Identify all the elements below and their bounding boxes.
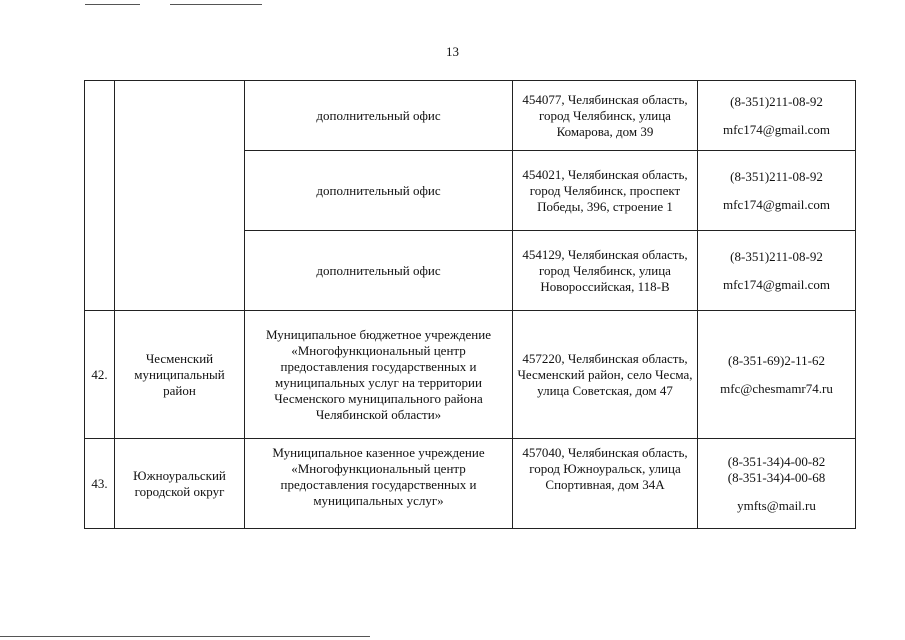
contacts-cell (698, 439, 856, 529)
contacts-cell (698, 81, 856, 151)
mfc-table (84, 80, 856, 529)
institution-cell: Муниципальное казенное учреждение «Многофункциональный центр предоставления государственных и муниципальных услуг» (245, 439, 513, 529)
area-cell: Чесменский муниципальный район (115, 311, 245, 439)
table-row (85, 311, 856, 439)
row-number-cell: 43. (85, 439, 115, 529)
address-cell: 454129, Челябинская область, город Челябинск, улица Новороссийская, 118-В (513, 231, 698, 311)
area-cell: Южноуральский городской округ (115, 439, 245, 529)
email-text: mfc@chesmamr74.ru (720, 380, 833, 396)
row-number-cell: 42. (85, 311, 115, 439)
table-row (85, 81, 856, 151)
institution-cell: дополнительный офис (245, 151, 513, 231)
institution-cell: дополнительный офис (245, 231, 513, 311)
phone-text: (8-351)211-08-92 (730, 168, 823, 184)
table-row (85, 439, 856, 529)
institution-cell: Муниципальное бюджетное учреждение «Многофункциональный центр предоставления государственных и муниципальных услуг на территории Чесменского муниципального района Челябинской области» (245, 311, 513, 439)
phone-text: (8-351-34)4-00-82 (727, 453, 826, 469)
address-cell: 454021, Челябинская область, город Челябинск, проспект Победы, 396, строение 1 (513, 151, 698, 231)
email-text: mfc174@gmail.com (723, 196, 830, 212)
scan-artifact-bottom (0, 636, 370, 637)
phone-text: (8-351)211-08-92 (730, 93, 823, 109)
page-number: 13 (446, 44, 459, 59)
institution-cell: дополнительный офис (245, 81, 513, 151)
phone-text: (8-351)211-08-92 (730, 248, 823, 264)
area-cell (115, 81, 245, 311)
contacts-cell (698, 231, 856, 311)
address-cell: 457040, Челябинская область, город Южноуральск, улица Спортивная, дом 34А (513, 439, 698, 529)
address-cell: 457220, Челябинская область, Чесменский район, село Чесма, улица Советская, дом 47 (513, 311, 698, 439)
contacts-cell (698, 311, 856, 439)
email-text: ymfts@mail.ru (737, 497, 816, 513)
row-number-cell (85, 81, 115, 311)
contacts-cell (698, 151, 856, 231)
address-cell: 454077, Челябинская область, город Челябинск, улица Комарова, дом 39 (513, 81, 698, 151)
email-text: mfc174@gmail.com (723, 276, 830, 292)
scan-artifact-top-left (85, 4, 140, 5)
phone-secondary-text: (8-351-34)4-00-68 (727, 469, 826, 485)
email-text: mfc174@gmail.com (723, 121, 830, 137)
phone-text: (8-351-69)2-11-62 (728, 352, 825, 368)
scan-artifact-top-mid (170, 4, 262, 5)
